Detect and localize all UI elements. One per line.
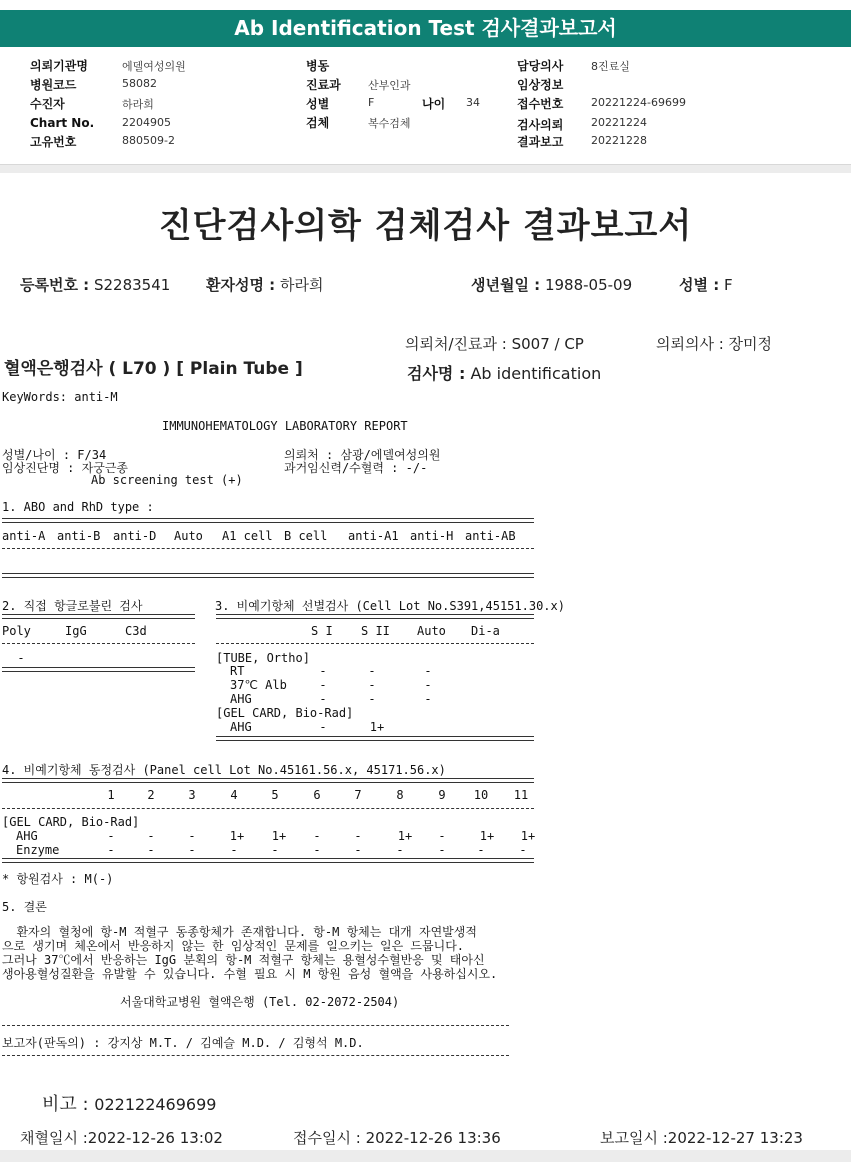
divider	[2, 778, 534, 783]
patient-name-value: 하라희	[279, 276, 324, 294]
collection-value: 2022-12-26 13:02	[87, 1129, 223, 1147]
sec4-cell: 1+	[229, 829, 245, 843]
sec4-cell: -	[313, 843, 321, 857]
value-age: 34	[466, 96, 480, 109]
sec3-header: Di-a	[471, 624, 500, 638]
value-patient: 하라희	[122, 98, 154, 111]
note-value: 022122469699	[94, 1095, 217, 1114]
patient-info-line	[20, 274, 170, 295]
keywords: KeyWords: anti-M	[2, 390, 118, 404]
sec3-header: S I	[311, 624, 333, 638]
antigen-test: * 항원검사 : M(-)	[2, 872, 114, 886]
divider	[216, 643, 534, 644]
sec4-header: 4	[230, 788, 238, 802]
sec3-row-label: 37℃ Alb	[230, 678, 287, 692]
patient-dob	[471, 274, 632, 295]
value-institution: 에델여성의원	[122, 60, 186, 73]
sec4-cell: -	[188, 843, 196, 857]
sec4-cell: -	[107, 829, 115, 843]
label-accession-no: 접수번호	[517, 97, 564, 111]
sec3-cell: -	[424, 678, 432, 692]
label-report-date: 결과보고	[517, 135, 564, 149]
report-main-title: 진단검사의학 검체검사 결과보고서	[158, 206, 693, 246]
sec3-cell: -	[319, 720, 327, 734]
sec4-header: 6	[313, 788, 321, 802]
sex-value: F	[723, 276, 733, 294]
value-accession-no: 20221224-69699	[591, 96, 686, 109]
sec4-cell: -	[313, 829, 321, 843]
divider	[216, 736, 534, 741]
sec4-cell: -	[271, 843, 279, 857]
sec4-cell: -	[147, 829, 155, 843]
requesting-doctor: 의뢰의사 : 장미정	[656, 335, 773, 353]
sec4-cell: -	[354, 843, 362, 857]
patient-name-label: 환자성명 :	[206, 276, 276, 294]
sec3-cell: -	[368, 692, 376, 706]
value-department: 산부인과	[368, 79, 411, 92]
label-ward: 병동	[306, 59, 330, 73]
value-report-date: 20221228	[591, 134, 647, 147]
divider	[2, 573, 534, 578]
sec4-cell: -	[354, 829, 362, 843]
sec4-cell: -	[230, 843, 238, 857]
sec2-header: IgG	[65, 624, 87, 638]
dob-value: 1988-05-09	[544, 276, 633, 294]
collection-time	[20, 1127, 223, 1148]
sec1-header: B cell	[284, 529, 328, 543]
reporter: 보고자(판독의) : 강지상 M.T. / 김예슬 M.D. / 김형석 M.D.	[2, 1036, 364, 1050]
sec1-header: anti-D	[113, 529, 157, 543]
sec4-cell: 1+	[271, 829, 287, 843]
requester-department: 의뢰처/진료과 : S007 / CP	[405, 335, 584, 353]
sec3-header: Auto	[417, 624, 446, 638]
ab-screening-result: Ab screening test (+)	[91, 473, 243, 487]
note	[42, 1090, 216, 1116]
patient-sex	[679, 274, 733, 295]
sec1-header: Auto	[174, 529, 203, 543]
sec4-header: 3	[188, 788, 196, 802]
sec4-cell: -	[519, 843, 527, 857]
sec4-cell: 1+	[479, 829, 495, 843]
sec4-title: 4. 비예기항체 동정검사 (Panel cell Lot No.45161.56.x, 45171.56.x)	[2, 763, 446, 777]
sec4-cell: -	[107, 843, 115, 857]
sec4-cell: 1+	[520, 829, 536, 843]
sec2-poly-value: -	[17, 651, 25, 665]
sec1-header: anti-B	[57, 529, 101, 543]
sec1-header: anti-H	[410, 529, 454, 543]
report-time-value: 2022-12-27 13:23	[667, 1129, 803, 1147]
sec4-cell: 1+	[397, 829, 413, 843]
value-specimen: 복수검체	[368, 117, 411, 130]
sec4-header: 7	[354, 788, 362, 802]
sec1-header: anti-AB	[465, 529, 516, 543]
label-request-date: 검사의뢰	[517, 118, 564, 132]
sec3-cell: -	[424, 692, 432, 706]
sec4-header: 10	[473, 788, 489, 802]
label-clinical-info: 임상정보	[517, 78, 564, 92]
sex-age: 성별/나이 : F/34	[2, 448, 107, 462]
header-panel	[0, 0, 851, 165]
sec4-cell: -	[438, 843, 446, 857]
sec3-title: 3. 비예기항체 선별검사 (Cell Lot No.S391,45151.30.x)	[215, 599, 565, 613]
divider	[2, 1025, 509, 1026]
sec4-header: 1	[107, 788, 115, 802]
label-patient: 수진자	[30, 97, 65, 111]
conclusion-line: 환자의 혈청에 항-M 적혈구 동종항체가 존재합니다. 항-M 항체는 대개 자연발생적	[2, 925, 477, 939]
sec4-cell: -	[477, 843, 485, 857]
label-chart-no: Chart No.	[30, 116, 95, 130]
value-request-date: 20221224	[591, 116, 647, 129]
reg-no-value: S2283541	[93, 276, 171, 294]
sex-label: 성별 :	[679, 276, 720, 294]
bottom-edge	[0, 1150, 851, 1162]
sec4-gel-label: [GEL CARD, Bio-Rad]	[2, 815, 140, 829]
sec1-title: 1. ABO and RhD type :	[2, 500, 154, 514]
sec3-cell: -	[368, 664, 376, 678]
divider	[2, 518, 534, 523]
sec3-cell: -	[368, 678, 376, 692]
sec3-row-label: AHG	[230, 692, 252, 706]
sec4-header: 5	[271, 788, 279, 802]
sec4-cell: -	[188, 829, 196, 843]
value-unique-no: 880509-2	[122, 134, 175, 147]
clinical-diagnosis: 임상진단명 : 자궁근종	[2, 461, 129, 475]
divider	[2, 614, 195, 619]
sec4-header: 9	[438, 788, 446, 802]
pregnancy-transfusion-history: 과거임신력/수혈력 : -/-	[284, 461, 428, 475]
sec3-cell: -	[319, 692, 327, 706]
sec3-tube-label: [TUBE, Ortho]	[216, 651, 310, 665]
label-department: 진료과	[306, 78, 341, 92]
sec1-header: anti-A	[2, 529, 46, 543]
label-institution: 의뢰기관명	[30, 59, 88, 73]
sec3-row-label: AHG	[230, 720, 252, 734]
value-chart-no: 2204905	[122, 116, 171, 129]
divider	[2, 667, 195, 672]
collection-label: 채혈일시 :	[20, 1129, 88, 1147]
sec2-header: C3d	[125, 624, 147, 638]
sec3-gel-label: [GEL CARD, Bio-Rad]	[216, 706, 354, 720]
sec4-row-label: AHG	[16, 829, 38, 843]
sec2-title: 2. 직접 항글로불린 검사	[2, 599, 143, 613]
test-name	[407, 361, 601, 384]
conclusion-line: 그러나 37℃에서 반응하는 IgG 분획의 항-M 적혈구 항체는 용혈성수혈반응 및 태아신	[2, 953, 485, 967]
requester: 의뢰처 : 삼광/에델여성의원	[284, 448, 441, 462]
lab-report-title: IMMUNOHEMATOLOGY LABORATORY REPORT	[162, 419, 408, 433]
sec5-title: 5. 결론	[2, 900, 47, 914]
section-title: 혈액은행검사 ( L70 ) [ Plain Tube ]	[4, 359, 303, 379]
receipt-value: 2022-12-26 13:36	[365, 1129, 501, 1147]
label-physician: 담당의사	[517, 59, 564, 73]
divider	[2, 1055, 509, 1056]
sec3-header: S II	[361, 624, 390, 638]
sec2-header: Poly	[2, 624, 31, 638]
sec1-header: anti-A1	[348, 529, 399, 543]
divider	[2, 858, 534, 863]
label-specimen: 검체	[306, 116, 330, 130]
institution: 서울대학교병원 혈액은행 (Tel. 02-2072-2504)	[120, 995, 400, 1009]
section-divider	[0, 165, 851, 173]
divider	[2, 548, 534, 549]
dob-label: 생년월일 :	[471, 276, 541, 294]
divider	[2, 808, 534, 809]
conclusion-line: 으로 생기며 체온에서 반응하지 않는 한 임상적인 문제를 일으키는 일은 드뭅니다.	[2, 939, 465, 953]
sec4-header: 2	[147, 788, 155, 802]
sec4-row-label: Enzyme	[16, 843, 60, 857]
conclusion-line: 생아용혈성질환을 유발할 수 있습니다. 수혈 필요 시 M 항원 음성 혈액을 사용하십시오.	[2, 967, 498, 981]
receipt-label: 접수일시 :	[293, 1129, 361, 1147]
sec4-header: 8	[396, 788, 404, 802]
note-label: 비고 :	[42, 1094, 89, 1115]
label-age: 나이	[422, 97, 446, 111]
test-name-label: 검사명 :	[407, 364, 466, 383]
sec3-row-label: RT	[230, 664, 245, 678]
receipt-time	[293, 1127, 501, 1148]
value-sex: F	[368, 96, 375, 109]
sec3-cell: 1+	[369, 720, 385, 734]
sec3-cell: -	[319, 678, 327, 692]
sec3-cell: -	[424, 664, 432, 678]
sec4-cell: -	[396, 843, 404, 857]
label-sex: 성별	[306, 97, 330, 111]
report-time	[600, 1127, 803, 1148]
sec1-header: A1 cell	[222, 529, 273, 543]
sec4-header: 11	[513, 788, 529, 802]
test-name-value: Ab identification	[470, 364, 602, 383]
sec3-cell: -	[319, 664, 327, 678]
patient-name	[206, 274, 323, 295]
value-physician: 8진료실	[591, 60, 630, 73]
label-hospital-code: 병원코드	[30, 78, 77, 92]
value-hospital-code: 58082	[122, 77, 157, 90]
sec4-cell: -	[147, 843, 155, 857]
header-title: Ab Identification Test 검사결과보고서	[0, 10, 851, 47]
sec4-cell: -	[438, 829, 446, 843]
reg-no-label: 등록번호 :	[20, 276, 90, 294]
label-unique-no: 고유번호	[30, 135, 77, 149]
report-time-label: 보고일시 :	[600, 1129, 668, 1147]
divider	[216, 614, 534, 619]
divider	[2, 643, 195, 644]
